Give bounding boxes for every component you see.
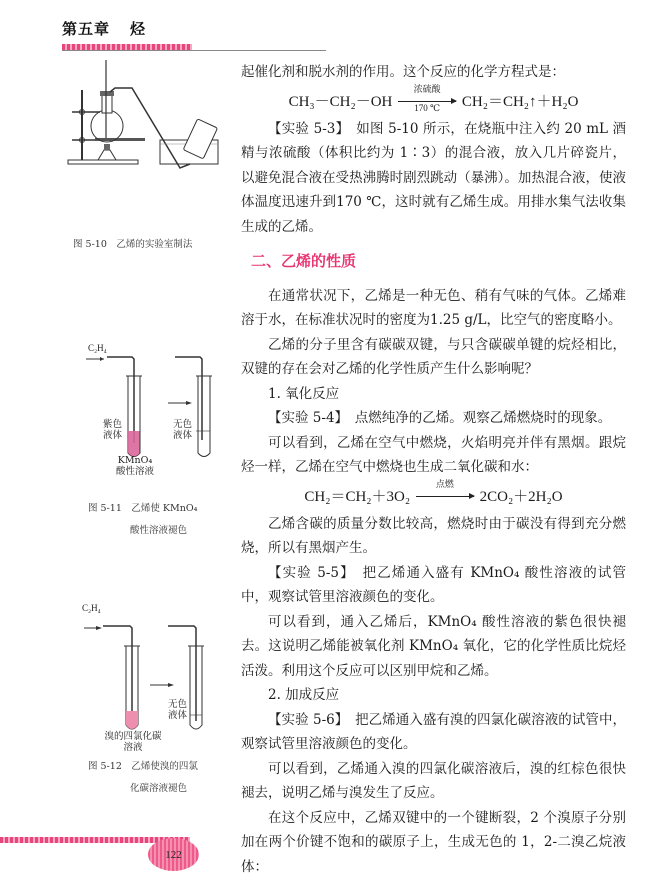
equation-reactants: CH₂＝CH₂＋3O₂ bbox=[304, 488, 411, 505]
figure-5-11-caption bbox=[88, 498, 197, 542]
gas-label: C₂H₄ bbox=[82, 603, 101, 613]
figure-5-10-caption: 图 5-10 乙烯的实验室制法 bbox=[73, 239, 193, 250]
paragraph-addition-mechanism: 在这个反应中，乙烯双键中的一个键断裂，2 个溴原子分别加在两个价键不饱和的碳原子上，生成无色的 1，2-二溴乙烷液体： bbox=[241, 809, 626, 875]
figure-5-10-apparatus bbox=[60, 60, 230, 175]
paragraph-properties: 在通常状况下，乙烯是一种无色、稍有气味的气体。乙烯难溶于水，在标准状况时的密度为1.25 g/L，比空气的密度略小。 bbox=[241, 287, 626, 328]
figure-5-12-caption bbox=[88, 756, 198, 800]
experiment-5-5 bbox=[241, 561, 626, 610]
equation-dehydration bbox=[241, 84, 626, 115]
caption-line: 化碳溶液褪色 bbox=[130, 783, 188, 794]
experiment-text: 把乙烯通入盛有溴的四氯化碳溶液的试管中，观察试管里溶液颜色的变化。 bbox=[241, 711, 626, 752]
test-tubes-kmno4 bbox=[80, 343, 240, 463]
header-divider bbox=[62, 50, 326, 51]
label-line: 紫色 bbox=[103, 419, 123, 430]
label-line: KMnO₄ bbox=[117, 455, 153, 466]
reaction-condition-arrow bbox=[398, 84, 456, 114]
experiment-tag: 【实验 5-5】 bbox=[268, 564, 348, 581]
paragraph-combustion: 可以看到，乙烯在空气中燃烧，火焰明亮并伴有黑烟。跟烷烃一样，乙烯在空气中燃烧也生成二氧化碳和水： bbox=[241, 434, 626, 475]
experiment-tag: 【实验 5-3】 bbox=[268, 120, 343, 137]
figure-5-11-diagram bbox=[80, 343, 240, 477]
caption-line: 图 5-11 乙烯使 KMnO₄ bbox=[88, 503, 198, 514]
page-number-badge bbox=[148, 838, 199, 871]
label-line: 液体 bbox=[103, 430, 123, 441]
paragraph-double-bond: 乙烯的分子里含有碳碳双键，与只含碳碳单键的烷烃相比，双键的存在会对乙烯的化学性质产生什么影响呢？ bbox=[241, 336, 626, 377]
label-line: 无色 bbox=[173, 419, 193, 430]
equation-products: CH₂＝CH₂↑＋H₂O bbox=[461, 93, 579, 110]
label-line: 酸性溶液 bbox=[115, 466, 154, 477]
label-line: 液体 bbox=[168, 710, 188, 721]
label-line: 无色 bbox=[168, 699, 188, 710]
left-tube-label bbox=[103, 419, 122, 441]
reagent-label bbox=[110, 455, 160, 477]
label-line: 溶液 bbox=[123, 742, 143, 753]
main-text-column bbox=[241, 60, 626, 879]
paragraph-kmno4-result: 可以看到，通入乙烯后，KMnO₄ 酸性溶液的紫色很快褪去。这说明乙烯能被氧化剂 KMnO₄ 氧化，它的化学性质比烷烃活泼。利用这个反应可以区别甲烷和乙烯。 bbox=[241, 613, 626, 679]
paragraph-intro: 起催化剂和脱水剂的作用。这个反应的化学方程式是： bbox=[241, 64, 565, 80]
equation-combustion bbox=[241, 479, 626, 510]
chapter-number: 第五章 bbox=[62, 20, 111, 38]
test-tubes-bromine bbox=[80, 603, 240, 733]
reaction-condition-arrow bbox=[416, 479, 474, 508]
equation-products: 2CO₂＋2H₂O bbox=[479, 488, 563, 505]
experiment-tag: 【实验 5-4】 bbox=[268, 410, 342, 426]
paragraph-black-smoke: 乙烯含碳的质量分数比较高，燃烧时由于碳没有得到充分燃烧，所以有黑烟产生。 bbox=[241, 515, 626, 556]
condition-catalyst: 浓硫酸 bbox=[413, 84, 441, 95]
experiment-text: 点燃纯净的乙烯。观察乙烯燃烧时的现象。 bbox=[341, 410, 612, 426]
condition-temperature: 170 ℃ bbox=[414, 103, 441, 114]
label-line: 液体 bbox=[173, 430, 193, 441]
experiment-tag: 【实验 5-6】 bbox=[268, 711, 342, 728]
experiment-text: 把乙烯通入盛有 KMnO₄ 酸性溶液的试管中，观察试管里溶液颜色的变化。 bbox=[241, 564, 627, 605]
paragraph-bromine-result: 可以看到，乙烯通入溴的四氯化碳溶液后，溴的红棕色很快褪去，说明乙烯与溴发生了反应。 bbox=[241, 760, 626, 801]
section-title: 二、乙烯的性质 bbox=[251, 252, 357, 270]
arrow-icon bbox=[416, 496, 474, 497]
page-number: 122 bbox=[165, 848, 182, 861]
right-tube-label bbox=[173, 419, 192, 441]
figure-5-12-diagram bbox=[80, 603, 240, 753]
right-tube-label bbox=[168, 699, 187, 721]
experiment-text: 如图 5-10 所示，在烧瓶中注入约 20 mL 酒精与浓硫酸（体积比约为 1∶3）的混合液，放入几片碎瓷片，以避免混合液在受热沸腾时剧烈跳动（暴沸）。加热混合液，使液体温度迅速升到170 ℃，这时就有乙烯生成。用排水集气法收集生成的乙烯。 bbox=[241, 120, 626, 235]
subsection-oxidation: 1. 氧化反应 bbox=[268, 385, 340, 402]
equation-reactants: CH₃－CH₂－OH bbox=[288, 93, 393, 110]
chapter-header bbox=[62, 18, 146, 39]
experiment-5-4 bbox=[241, 406, 626, 431]
experiment-5-6 bbox=[241, 708, 626, 757]
gas-label: C₂H₄ bbox=[88, 343, 107, 353]
chapter-topic: 烃 bbox=[130, 20, 147, 38]
condition-ignite: 点燃 bbox=[435, 479, 454, 490]
label-line: 溴的四氯化碳 bbox=[104, 731, 162, 742]
reagent-label bbox=[98, 731, 168, 753]
arrow-icon bbox=[398, 101, 456, 102]
caption-line: 酸性溶液褪色 bbox=[130, 525, 188, 536]
experiment-5-3 bbox=[241, 117, 626, 240]
caption-line: 图 5-12 乙烯使溴的四氯 bbox=[88, 761, 198, 772]
subsection-addition: 2. 加成反应 bbox=[268, 687, 340, 703]
